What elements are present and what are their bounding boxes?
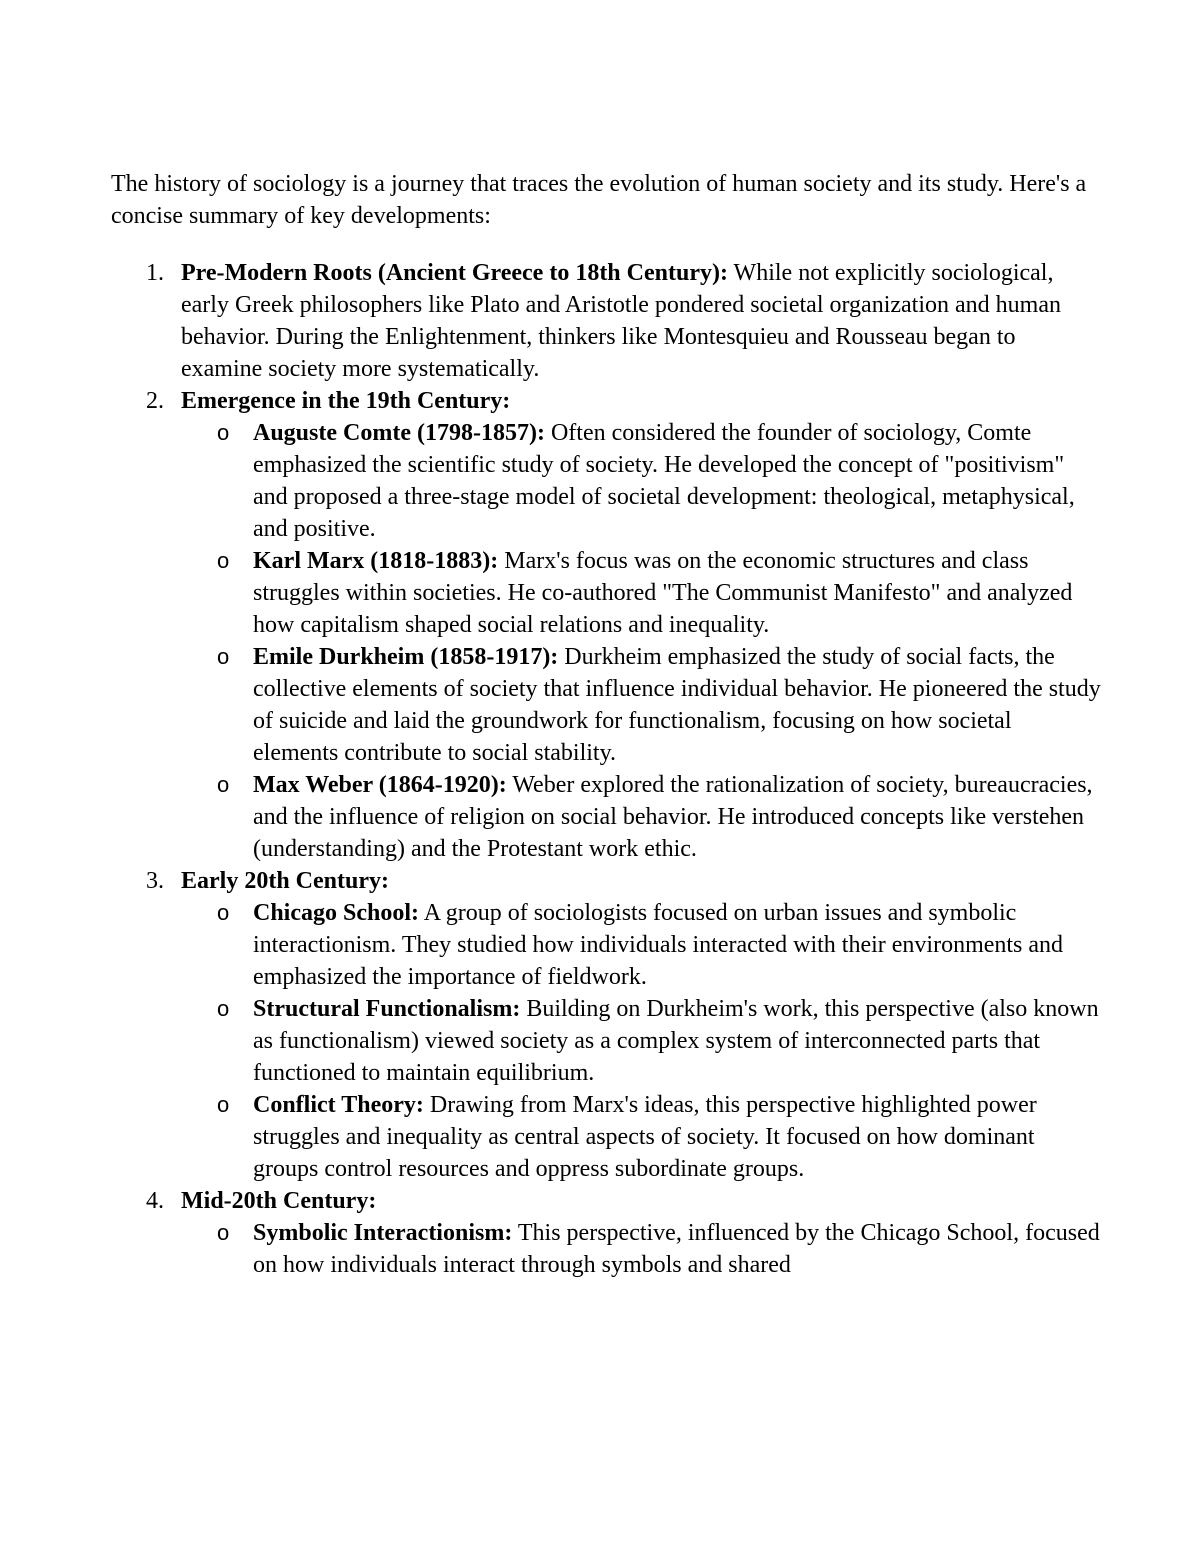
sub-item-text: This perspective, influenced by the Chicago School, focused on how individuals interact through symbols and shared [253, 1220, 1100, 1278]
sub-item-durkheim [181, 641, 1101, 769]
sub-item-title: Karl Marx (1818-1883): [253, 548, 499, 574]
history-list [111, 257, 1101, 1281]
list-item-pre-modern-roots [111, 257, 1101, 385]
sub-item-chicago-school [181, 897, 1101, 993]
sub-item-conflict-theory [181, 1089, 1101, 1185]
sub-item-text: Durkheim emphasized the study of social facts, the collective elements of society that influence individual behavior. He pioneered the study of suicide and laid the groundwork for functionalism, focusing on how societal elements contribute to social stability. [253, 644, 1101, 766]
sub-item-title: Emile Durkheim (1858-1917): [253, 644, 559, 670]
section-title: Pre-Modern Roots (Ancient Greece to 18th Century): [181, 260, 728, 286]
sub-item-text: Marx's focus was on the economic structures and class struggles within societies. He co-authored "The Communist Manifesto" and analyzed how capitalism shaped social relations and inequality. [253, 548, 1073, 638]
sub-item-weber [181, 769, 1101, 865]
bullet-icon: o [217, 1092, 230, 1117]
bullet-icon: o [217, 1220, 230, 1245]
section-text: While not explicitly sociological, early Greek philosophers like Plato and Aristotle pondered societal organization and human behavior. During the Enlightenment, thinkers like Montesquieu and Rousseau began to examine society more systematically. [181, 260, 1061, 382]
sub-list [181, 417, 1101, 865]
bullet-icon: o [217, 420, 230, 445]
sub-list [181, 897, 1101, 1185]
sub-item-marx [181, 545, 1101, 641]
sub-item-text: Weber explored the rationalization of society, bureaucracies, and the influence of religion on social behavior. He introduced concepts like verstehen (understanding) and the Protestant work ethic. [253, 772, 1093, 862]
intro-paragraph: The history of sociology is a journey that traces the evolution of human society and its study. Here's a concise summary of key developments: [111, 171, 1087, 229]
sub-item-title: Symbolic Interactionism: [253, 1220, 513, 1246]
sub-item-text: A group of sociologists focused on urban issues and symbolic interactionism. They studied how individuals interacted with their environments and emphasized the importance of fieldwork. [253, 900, 1064, 990]
list-number: 4. [146, 1188, 164, 1214]
list-item-19th-century [111, 385, 1101, 865]
bullet-icon: o [217, 772, 230, 797]
list-item-early-20th-century [111, 865, 1101, 1185]
sub-item-title: Auguste Comte (1798-1857): [253, 420, 545, 446]
sub-item-title: Max Weber (1864-1920): [253, 772, 507, 798]
list-number: 1. [146, 260, 164, 286]
sub-item-title: Chicago School: [253, 900, 420, 926]
sub-item-symbolic-interactionism [181, 1217, 1101, 1281]
list-number: 3. [146, 868, 164, 894]
bullet-icon: o [217, 996, 230, 1021]
bullet-icon: o [217, 548, 230, 573]
sub-item-comte [181, 417, 1101, 545]
sub-item-text: Drawing from Marx's ideas, this perspective highlighted power struggles and inequality as central aspects of society. It focused on how dominant groups control resources and oppress subordinate groups. [253, 1092, 1037, 1182]
sub-item-title: Conflict Theory: [253, 1092, 424, 1118]
bullet-icon: o [217, 644, 230, 669]
sub-item-structural-functionalism [181, 993, 1101, 1089]
section-title: Mid-20th Century: [181, 1188, 377, 1214]
section-title: Emergence in the 19th Century: [181, 388, 511, 414]
sub-item-title: Structural Functionalism: [253, 996, 521, 1022]
sub-item-text: Building on Durkheim's work, this perspective (also known as functionalism) viewed society as a complex system of interconnected parts that functioned to maintain equilibrium. [253, 996, 1099, 1086]
sub-item-text: Often considered the founder of sociology, Comte emphasized the scientific study of society. He developed the concept of "positivism" and proposed a three-stage model of societal development: theological, metaphysical, and positive. [253, 420, 1075, 542]
list-number: 2. [146, 388, 164, 414]
section-title: Early 20th Century: [181, 868, 389, 894]
list-item-mid-20th-century [111, 1185, 1101, 1281]
bullet-icon: o [217, 900, 230, 925]
sub-list [181, 1217, 1101, 1281]
